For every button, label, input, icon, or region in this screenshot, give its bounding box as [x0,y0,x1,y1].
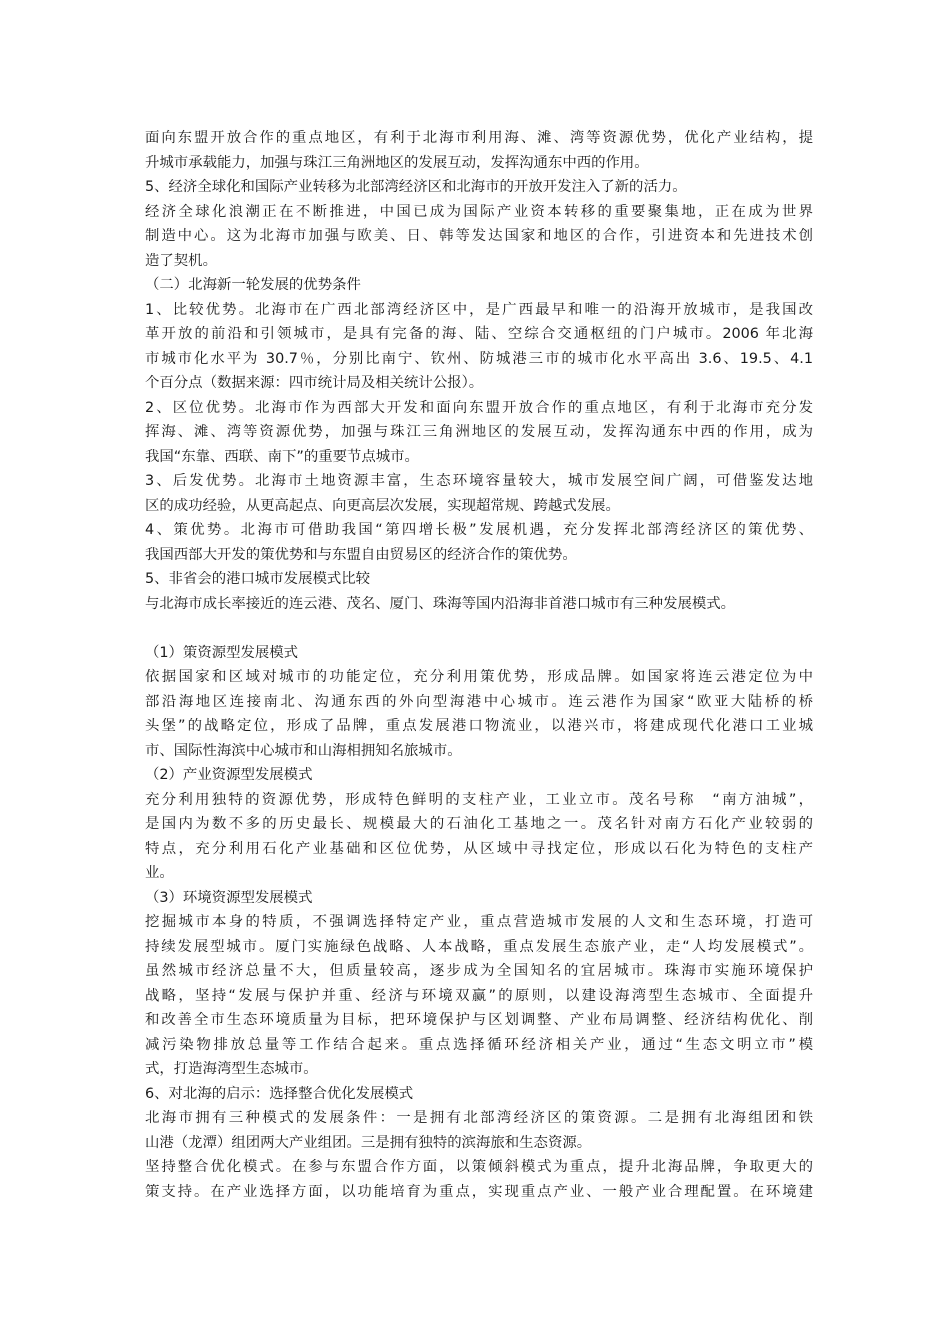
text-line: 是国内为数不多的历史最长、规模最大的石油化工基地之一。茂名针对南方石化产业较弱的 [145,816,813,832]
text-line: 虽然城市经济总量不大，但质量较高，逐步成为全国知名的宜居城市。珠海市实施环境保护 [145,963,813,979]
text-line: 革开放的前沿和引领城市，是具有完备的海、陆、空综合交通枢纽的门户城市。2006 年北海 [145,326,813,342]
text-line: （3）环境资源型发展模式 [145,889,313,906]
text-line: 和改善全市生态环境质量为目标，把环境保护与区划调整、产业布局调整、经济结构优化、削 [145,1012,813,1028]
text-line: 部沿海地区连接南北、沟通东西的外向型海港中心城市。连云港作为国家“欧亚大陆桥的桥 [145,693,813,710]
text-line: （1）策资源型发展模式 [145,644,299,661]
text-line: （2）产业资源型发展模式 [145,767,313,783]
text-line: 2、区位优势。北海市作为西部大开发和面向东盟开放合作的重点地区，有利于北海市充分发 [145,399,813,416]
document-body [145,126,813,1204]
text-line: 制造中心。这为北海市加强与欧美、日、韩等发达国家和地区的合作，引进资本和先进技术创 [145,228,813,244]
text-line: 挥海、滩、湾等资源优势，加强与珠江三角洲地区的发展互动，发挥沟通东中西的作用，成为 [145,424,813,440]
text-line: 我国西部大开发的策优势和与东盟自由贸易区的经济合作的策优势。 [145,546,577,563]
text-line: 战略，坚持“发展与保护并重、经济与环境双赢”的原则，以建设海湾型生态城市、全面提升 [145,987,813,1004]
text-line: 市、国际性海滨中心城市和山海相拥知名旅城市。 [145,742,462,759]
text-line: 区的成功经验，从更高起点、向更高层次发展，实现超常规、跨越式发展。 [145,497,620,514]
text-line: 5、非省会的港口城市发展模式比较 [145,571,371,587]
text-line: 市城市化水平为 30.7％，分别比南宁、钦州、防城港三市的城市化水平高出 3.6、19.5、4.1 [145,350,813,367]
text-line: 业。 [145,865,174,881]
text-line: 个百分点（数据来源：四市统计局及相关统计公报）。 [145,375,484,391]
text-line: 坚持整合优化模式。在参与东盟合作方面，以策倾斜模式为重点，提升北海品牌，争取更大的 [145,1159,813,1175]
text-line: 经济全球化浪潮正在不断推进，中国已成为国际产业资本转移的重要聚集地，正在成为世界 [145,203,813,220]
text-line: 6、对北海的启示：选择整合优化发展模式 [145,1085,414,1102]
text-line: 造了契机。 [145,252,217,269]
text-line: 4、策优势。北海市可借助我国“第四增长极”发展机遇，充分发挥北部湾经济区的策优势、 [145,522,813,538]
text-line: 与北海市成长率接近的连云港、茂名、厦门、珠海等国内沿海非首港口城市有三种发展模式。 [145,595,736,612]
text-line: 面向东盟开放合作的重点地区，有利于北海市利用海、滩、湾等资源优势，优化产业结构，提 [145,130,813,146]
text-line: 1、比较优势。北海市在广西北部湾经济区中，是广西最早和唯一的沿海开放城市，是我国改 [145,301,813,318]
text-line: 挖掘城市本身的特质，不强调选择特定产业，重点营造城市发展的人文和生态环境，打造可 [145,914,813,930]
text-line: 特点，充分利用石化产业基础和区位优势，从区域中寻找定位，形成以石化为特色的支柱产 [145,840,813,857]
blank-line [145,616,813,641]
text-line: 3、后发优势。北海市土地资源丰富，生态环境容量较大，城市发展空间广阔，可借鉴发达地 [145,473,813,489]
text-line: （二）北海新一轮发展的优势条件 [145,277,361,293]
text-line: 5、经济全球化和国际产业转移为北部湾经济区和北海市的开放开发注入了新的活力。 [145,179,687,195]
text-line: 依据国家和区域对城市的功能定位，充分利用策优势，形成品牌。如国家将连云港定位为中 [145,669,813,685]
text-line: 我国“东靠、西联、南下”的重要节点城市。 [145,448,419,465]
text-line: 山港（龙潭）组团两大产业组团。三是拥有独特的滨海旅和生态资源。 [145,1134,592,1151]
text-line: 式，打造海湾型生态城市。 [145,1061,318,1077]
text-line: 北海市拥有三种模式的发展条件：一是拥有北部湾经济区的策资源。二是拥有北海组团和铁 [145,1110,813,1126]
text-line: 策支持。在产业选择方面，以功能培育为重点，实现重点产业、一般产业合理配置。在环境建 [145,1183,813,1200]
text-line: 减污染物排放总量等工作结合起来。重点选择循环经济相关产业，通过“生态文明立市”模 [145,1036,813,1053]
text-line: 头堡”的战略定位，形成了品牌，重点发展港口物流业，以港兴市，将建成现代化港口工业城 [145,718,813,734]
text-line: 持续发展型城市。厦门实施绿色战略、人本战略，重点发展生态旅产业，走“人均发展模式”。 [145,938,813,955]
text-line: 升城市承载能力，加强与珠江三角洲地区的发展互动，发挥沟通东中西的作用。 [145,154,649,171]
text-line: 充分利用独特的资源优势，形成特色鲜明的支柱产业，工业立市。茂名号称 “南方油城”， [145,791,813,808]
